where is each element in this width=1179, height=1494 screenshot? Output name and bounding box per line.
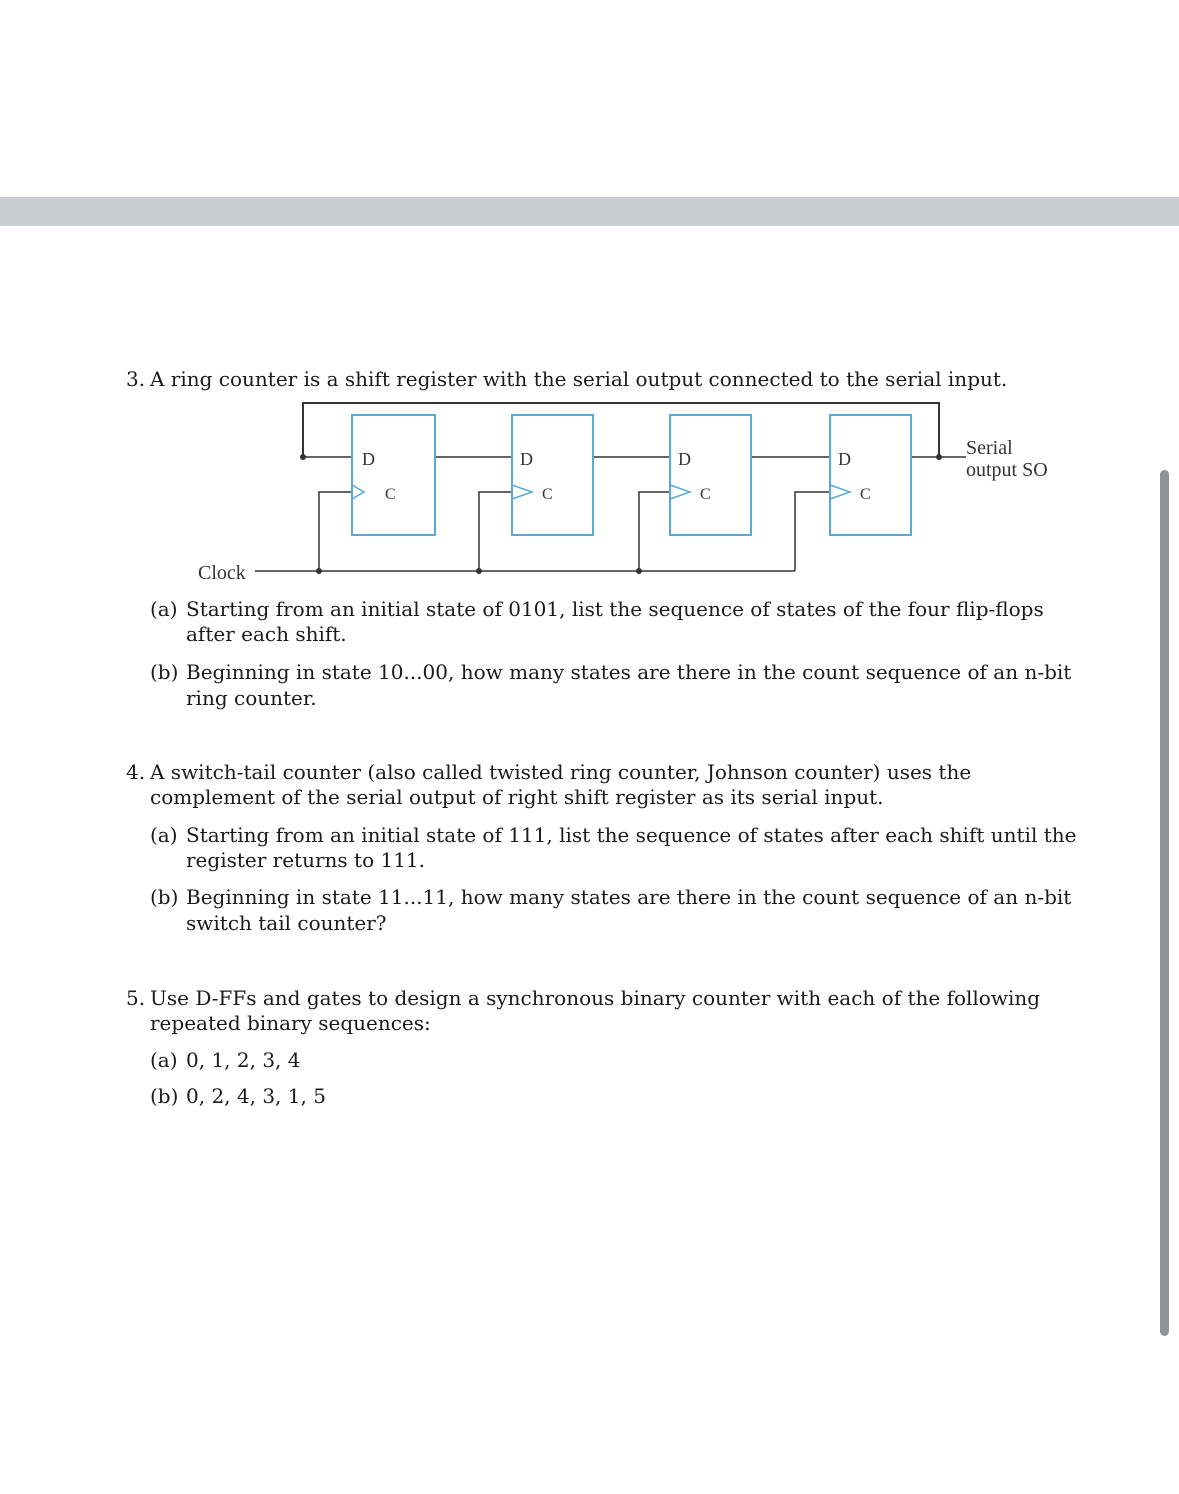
q4b-marker: (b) <box>150 885 179 909</box>
q3b-marker: (b) <box>150 660 179 684</box>
q3a-marker: (a) <box>150 597 178 621</box>
q4a-line2: register returns to 111. <box>186 848 425 872</box>
q3a-line2: after each shift. <box>186 622 347 646</box>
q4-line2: complement of the serial output of right shift register as its serial input. <box>150 785 884 809</box>
q4a-marker: (a) <box>150 823 178 847</box>
q5-line1: Use D-FFs and gates to design a synchronous binary counter with each of the following <box>150 986 1041 1010</box>
q3a-line1: Starting from an initial state of 0101, list the sequence of states of the four flip-flops <box>186 597 1044 621</box>
serial-output-label-line2: output SO <box>966 459 1048 481</box>
ff1-d-label: D <box>362 449 375 469</box>
q3-text: A ring counter is a shift register with the serial output connected to the serial input. <box>150 367 1008 391</box>
ff4-c-label: C <box>860 486 871 503</box>
q4-line1: A switch-tail counter (also called twisted ring counter, Johnson counter) uses the <box>150 760 972 784</box>
ff1-c-label: C <box>385 486 396 503</box>
serial-output-label-line1: Serial <box>966 437 1013 459</box>
vertical-scrollbar[interactable] <box>1160 470 1169 1336</box>
q5b-text: 0, 2, 4, 3, 1, 5 <box>186 1084 326 1108</box>
flip-flop-3 <box>670 415 751 535</box>
q5-line2: repeated binary sequences: <box>150 1011 431 1035</box>
q5a-marker: (a) <box>150 1048 178 1072</box>
clock-junction-dot <box>476 568 482 574</box>
q4b-line2: switch tail counter? <box>186 911 387 935</box>
q5a-text: 0, 1, 2, 3, 4 <box>186 1048 301 1072</box>
flip-flop-4 <box>830 415 911 535</box>
clock-junction-dot <box>316 568 322 574</box>
q5b-marker: (b) <box>150 1084 179 1108</box>
q4b-line1: Beginning in state 11...11, how many states are there in the count sequence of an n-bit <box>186 885 1072 909</box>
ff3-c-label: C <box>700 486 711 503</box>
ff3-d-label: D <box>678 449 691 469</box>
clock-label: Clock <box>198 562 246 584</box>
ff2-d-label: D <box>520 449 533 469</box>
flip-flop-1 <box>352 415 435 535</box>
flip-flop-2 <box>512 415 593 535</box>
ff4-d-label: D <box>838 449 851 469</box>
ff2-c-label: C <box>542 486 553 503</box>
q4-number: 4. <box>126 760 146 784</box>
q3-number: 3. <box>126 367 146 391</box>
top-toolbar-band <box>0 197 1179 226</box>
q4a-line1: Starting from an initial state of 111, list the sequence of states after each shift until the <box>186 823 1077 847</box>
q3b-line2: ring counter. <box>186 686 317 710</box>
clock-junction-dot <box>636 568 642 574</box>
q3b-line1: Beginning in state 10...00, how many states are there in the count sequence of an n-bit <box>186 660 1072 684</box>
q5-number: 5. <box>126 986 146 1010</box>
ring-counter-diagram <box>190 395 1070 585</box>
